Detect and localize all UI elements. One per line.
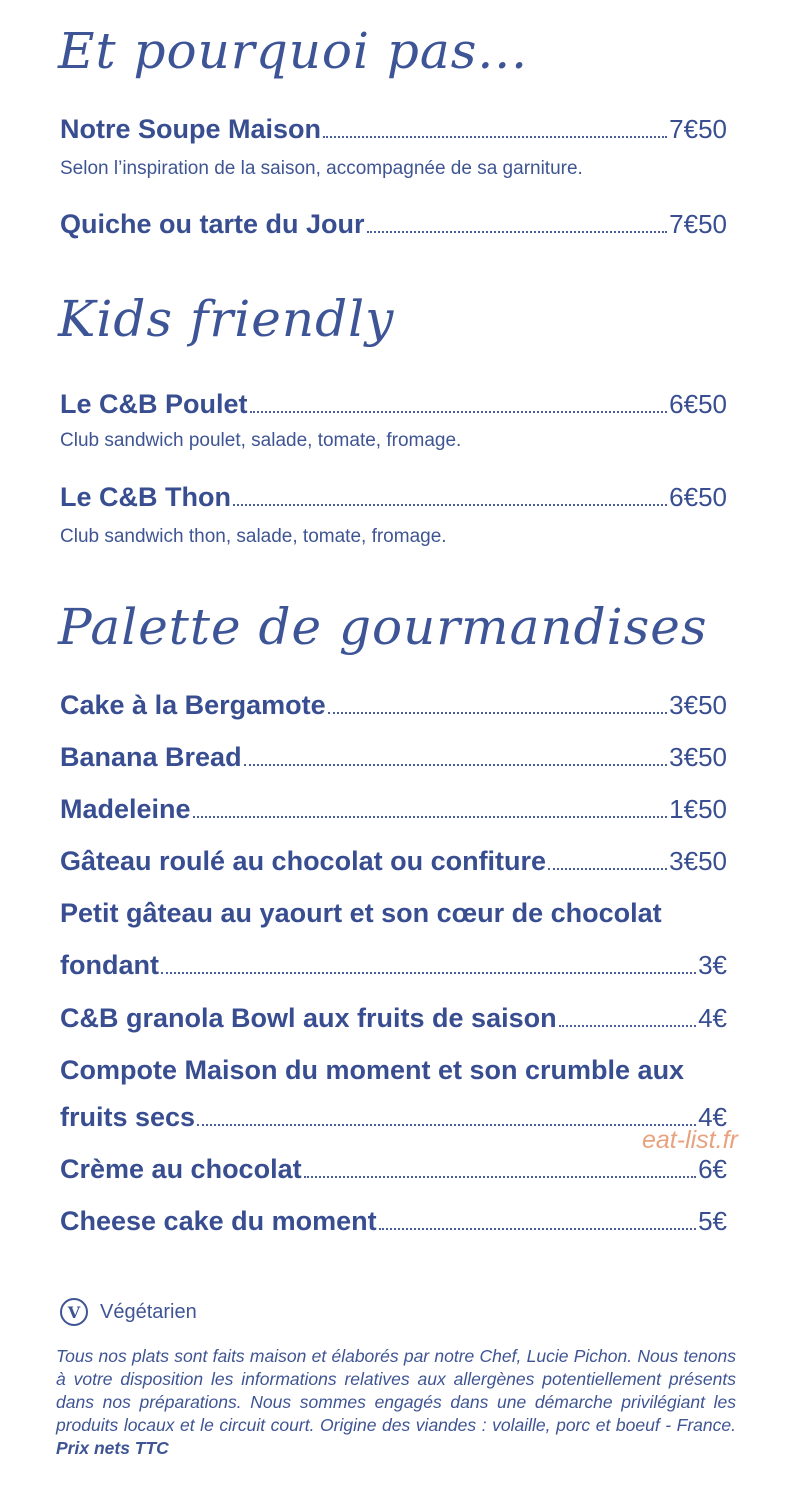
item-name: Le C&B Poulet xyxy=(60,389,248,419)
menu-item-granola-bowl xyxy=(60,1003,727,1034)
item-name: Cake à la Bergamote xyxy=(60,690,326,720)
vegetarian-icon: V xyxy=(60,1298,88,1326)
item-name: Banana Bread xyxy=(60,742,242,772)
item-price: 3€50 xyxy=(669,690,727,720)
item-name: Crème au chocolat xyxy=(60,1154,302,1184)
item-description: Selon l’inspiration de la saison, accompagnée de sa garniture. xyxy=(60,158,583,179)
section-title-palette-de-gourmandises: Palette de gourmandises xyxy=(58,598,708,656)
item-price: 6€ xyxy=(698,1154,727,1184)
footer-note xyxy=(56,1345,736,1460)
item-name: Quiche ou tarte du Jour xyxy=(60,209,365,239)
dot-leader xyxy=(161,972,696,974)
item-name: Cheese cake du moment xyxy=(60,1206,377,1236)
section-title-et-pourquoi-pas: Et pourquoi pas... xyxy=(58,22,529,80)
menu-item-cheese-cake xyxy=(60,1206,727,1237)
menu-item-madeleine xyxy=(60,794,727,825)
item-name-line1: Petit gâteau au yaourt et son cœur de chocolat xyxy=(60,898,662,928)
menu-item-compote xyxy=(60,1102,727,1133)
watermark-text: eat-list.fr xyxy=(642,1126,738,1154)
item-price: 7€50 xyxy=(669,209,727,239)
dot-leader xyxy=(233,504,667,506)
item-name: Gâteau roulé au chocolat ou confiture xyxy=(60,846,547,876)
dot-leader xyxy=(304,1176,697,1178)
dot-leader xyxy=(328,712,668,714)
section-title-kids-friendly: Kids friendly xyxy=(58,290,395,348)
item-name: C&B granola Bowl aux fruits de saison xyxy=(60,1003,557,1033)
item-name: fruits secs xyxy=(60,1102,196,1132)
footer-bold: Prix nets TTC xyxy=(56,1438,169,1458)
item-name: Madeleine xyxy=(60,794,191,824)
menu-item-cb-thon xyxy=(60,482,727,513)
dot-leader xyxy=(323,136,667,138)
item-name: fondant xyxy=(60,950,159,980)
item-price: 3€ xyxy=(698,950,727,980)
item-description: Club sandwich poulet, salade, tomate, fromage. xyxy=(60,430,462,451)
dot-leader xyxy=(367,231,668,233)
item-price: 3€50 xyxy=(669,742,727,772)
item-price: 1€50 xyxy=(669,794,727,824)
item-name: Le C&B Thon xyxy=(60,482,231,512)
vegetarian-legend xyxy=(60,1298,197,1326)
dot-leader xyxy=(379,1228,696,1230)
item-price: 7€50 xyxy=(669,114,727,144)
menu-item-gateau-roule xyxy=(60,846,727,877)
item-price: 4€ xyxy=(698,1102,727,1132)
footer-text: Tous nos plats sont faits maison et élaborés par notre Chef, Lucie Pichon. Nous tenons à votre disposition les informations relatives aux allergènes potentiellement présents dans nos préparations. Nous sommes engagés dans une démarche privilégiant les produits locaux et le circuit court. Origine des viandes : volaille, porc et boeuf - France. xyxy=(56,1346,736,1435)
item-price: 4€ xyxy=(698,1003,727,1033)
menu-item-soupe xyxy=(60,114,727,145)
item-name: Notre Soupe Maison xyxy=(60,114,322,144)
item-price: 5€ xyxy=(698,1206,727,1236)
vegetarian-label: Végétarien xyxy=(100,1300,197,1323)
menu-item-cb-poulet xyxy=(60,389,727,420)
item-price: 6€50 xyxy=(669,389,727,419)
dot-leader xyxy=(559,1025,696,1027)
dot-leader xyxy=(250,411,668,413)
dot-leader xyxy=(193,816,668,818)
menu-item-cake-bergamote xyxy=(60,690,727,721)
menu-item-creme-chocolat xyxy=(60,1154,727,1185)
menu-item-banana-bread xyxy=(60,742,727,773)
dot-leader xyxy=(197,1124,696,1126)
item-description: Club sandwich thon, salade, tomate, fromage. xyxy=(60,526,447,547)
menu-item-quiche xyxy=(60,209,727,240)
dot-leader xyxy=(244,764,668,766)
item-name-line1: Compote Maison du moment et son crumble aux xyxy=(60,1055,685,1085)
item-price: 3€50 xyxy=(669,846,727,876)
item-price: 6€50 xyxy=(669,482,727,512)
menu-item-petit-gateau-yaourt xyxy=(60,950,727,981)
dot-leader xyxy=(548,868,667,870)
